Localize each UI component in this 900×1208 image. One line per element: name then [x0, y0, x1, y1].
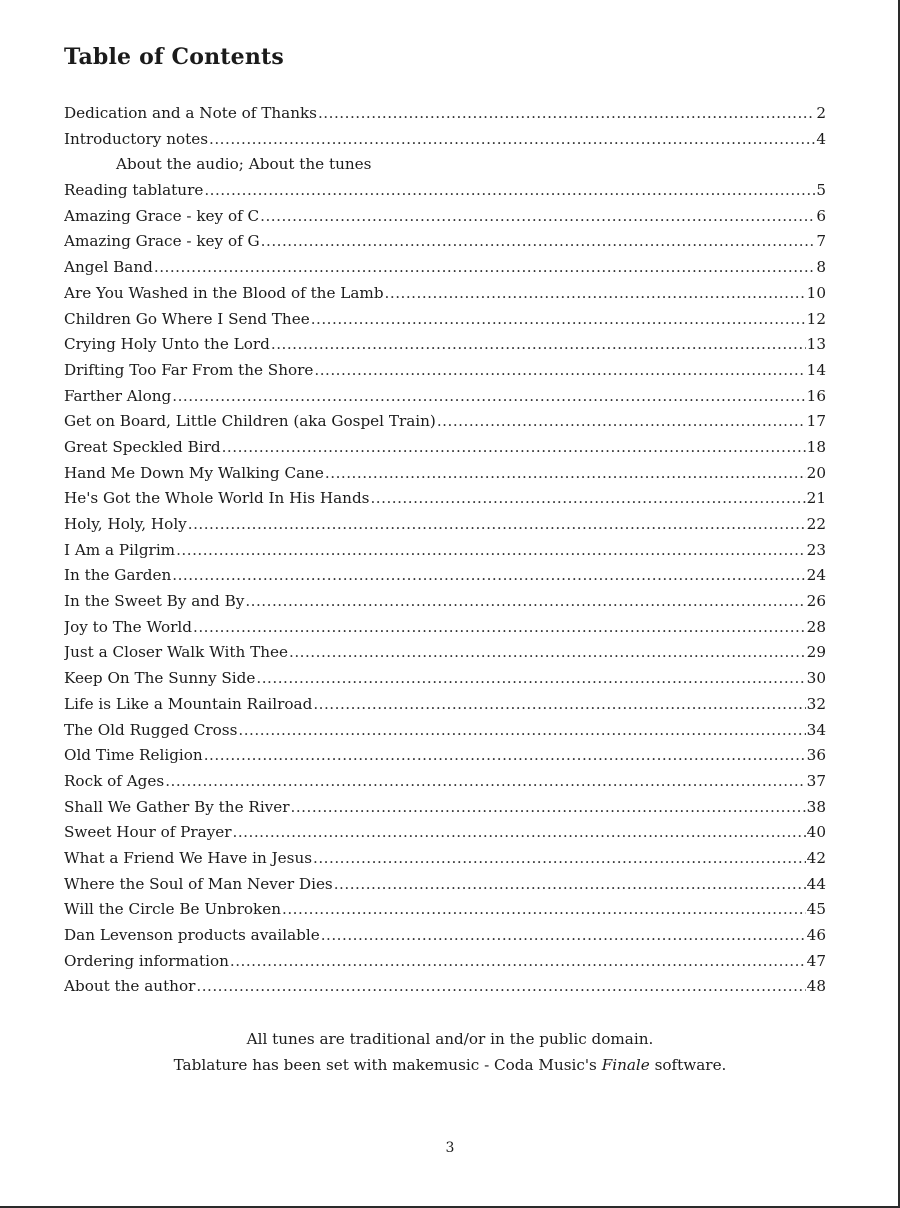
toc-entry: [64, 897, 826, 923]
toc-entry: [64, 820, 826, 846]
dot-leader: [291, 795, 806, 821]
toc-entry-title: In the Garden: [64, 566, 172, 585]
dot-leader: [261, 229, 816, 255]
software-note-end: software.: [649, 1056, 727, 1074]
toc-entry-page: 30: [806, 669, 826, 688]
toc-entry-title: Holy, Holy, Holy: [64, 515, 187, 533]
toc-entry-page: 48: [806, 977, 826, 996]
dot-leader: [222, 435, 806, 461]
toc-subentry: [64, 152, 826, 178]
dot-leader: [313, 692, 805, 718]
toc-entry-title: Introductory notes: [64, 129, 209, 148]
toc-entry: [64, 743, 826, 769]
toc-entry-title: Reading tablature: [64, 181, 204, 200]
toc-entry-page: 42: [806, 848, 826, 867]
dot-leader: [334, 872, 806, 898]
toc-entry: [64, 384, 826, 410]
toc-entry-title: He's Got the Whole World In His Hands: [64, 489, 370, 508]
dot-leader: [172, 384, 805, 410]
dot-leader: [209, 127, 815, 153]
toc-entry-title: Rock of Ages: [64, 771, 165, 790]
dot-leader: [256, 666, 805, 692]
toc-entry-page: 47: [806, 951, 826, 970]
dot-leader: [313, 846, 806, 872]
toc-entry-title: Will the Circle Be Unbroken: [64, 900, 282, 919]
toc-entry-page: 4: [816, 129, 826, 148]
toc-entry: [64, 229, 826, 255]
software-note-start: Tablature has been set with makemusic - Coda Music's: [173, 1056, 602, 1074]
toc-entry-page: 23: [806, 540, 826, 559]
toc-entry-title: Just a Closer Walk With Thee: [64, 643, 288, 662]
dot-leader: [238, 718, 805, 744]
toc-entry: [64, 538, 826, 564]
toc-entry: [64, 255, 826, 281]
dot-leader: [311, 307, 806, 333]
toc-entry-page: 18: [806, 437, 826, 456]
toc-entry-page: 10: [806, 283, 826, 302]
toc-entry-title: Farther Along: [64, 386, 172, 405]
toc-entry: [64, 666, 826, 692]
toc-entry: [64, 178, 826, 204]
dot-leader: [325, 461, 806, 487]
toc-entry-page: 40: [806, 823, 826, 842]
toc-entry-title: About the audio; About the tunes: [116, 155, 372, 174]
toc-entry-title: Ordering information: [64, 951, 229, 970]
toc-entry: [64, 435, 826, 461]
dot-leader: [172, 563, 805, 589]
toc-entry-title: Get on Board, Little Children (aka Gospel Train): [64, 412, 436, 431]
toc-entry-page: 7: [816, 232, 826, 251]
toc-entry-page: 46: [806, 926, 826, 944]
dot-leader: [370, 486, 805, 512]
toc-entry-title: What a Friend We Have in Jesus: [64, 848, 313, 867]
toc-entry: [64, 563, 826, 589]
dot-leader: [318, 101, 815, 127]
toc-entry: [64, 204, 826, 230]
toc-entry-page: 20: [806, 463, 826, 482]
dot-leader: [188, 512, 806, 538]
dot-leader: [437, 409, 806, 435]
toc-entry-page: 24: [806, 566, 826, 585]
toc-entry-page: 21: [806, 489, 826, 508]
dot-leader: [233, 820, 806, 846]
toc-entry-page: 36: [806, 746, 826, 765]
page-title: Table of Contents: [64, 44, 284, 70]
page-number: 3: [445, 1140, 455, 1156]
toc-entry-title: Crying Holy Unto the Lord: [64, 335, 270, 354]
toc-entry-title: Dan Levenson products available: [64, 926, 320, 944]
toc-entry-page: 2: [816, 104, 826, 122]
toc-entry: [64, 949, 826, 975]
toc-entry-title: Are You Washed in the Blood of the Lamb: [64, 283, 384, 302]
toc-entry-page: 37: [806, 771, 826, 790]
toc-entry-title: I Am a Pilgrim: [64, 540, 176, 559]
toc-entry-page: 8: [816, 258, 826, 277]
dot-leader: [271, 332, 806, 358]
toc-entry-page: 6: [816, 206, 826, 225]
toc-entry-page: 29: [806, 643, 826, 662]
toc-entry-page: 13: [806, 335, 826, 354]
toc-entry-title: Amazing Grace - key of C: [64, 206, 260, 225]
footnotes: [0, 1026, 900, 1078]
toc-entry: [64, 718, 826, 744]
toc-entry-title: Where the Soul of Man Never Dies: [64, 874, 333, 893]
toc-entry: [64, 486, 826, 512]
toc-entry-title: Life is Like a Mountain Railroad: [64, 694, 313, 713]
dot-leader: [204, 178, 815, 204]
dot-leader: [245, 589, 805, 615]
toc-entry-page: 14: [806, 360, 826, 379]
toc-entry-title: Angel Band: [64, 258, 153, 277]
dot-leader: [204, 743, 806, 769]
toc-entry: [64, 640, 826, 666]
toc-entry: [64, 461, 826, 487]
toc-entry: [64, 795, 826, 821]
toc-entry: [64, 974, 826, 1000]
toc-entry-page: 45: [806, 900, 826, 919]
toc-entry-title: Shall We Gather By the River: [64, 797, 290, 816]
dot-leader: [289, 640, 806, 666]
toc-entry: [64, 307, 826, 333]
toc-entry-title: Great Speckled Bird: [64, 437, 221, 456]
toc-entry: [64, 512, 826, 538]
table-of-contents: [64, 101, 826, 1000]
toc-entry-title: Joy to The World: [64, 617, 193, 636]
toc-entry: [64, 769, 826, 795]
dot-leader: [260, 204, 815, 230]
toc-entry: [64, 281, 826, 307]
dot-leader: [314, 358, 805, 384]
dot-leader: [165, 769, 805, 795]
toc-entry-title: About the author: [64, 977, 196, 996]
dot-leader: [282, 897, 806, 923]
toc-entry-title: Drifting Too Far From the Shore: [64, 360, 314, 379]
toc-entry: [64, 846, 826, 872]
toc-entry-page: 28: [806, 617, 826, 636]
toc-entry: [64, 332, 826, 358]
toc-entry: [64, 872, 826, 898]
dot-leader: [154, 255, 815, 281]
toc-entry-page: 16: [806, 386, 826, 405]
toc-entry-title: Sweet Hour of Prayer: [64, 823, 232, 842]
public-domain-note: All tunes are traditional and/or in the public domain.: [246, 1030, 654, 1048]
toc-entry-page: 5: [816, 181, 826, 200]
dot-leader: [193, 615, 806, 641]
toc-entry-page: 26: [806, 592, 826, 611]
toc-entry: [64, 101, 826, 127]
toc-entry: [64, 615, 826, 641]
software-name: Finale: [601, 1056, 650, 1074]
software-note: [0, 1052, 900, 1078]
toc-entry-page: 32: [806, 694, 826, 713]
toc-entry-title: Keep On The Sunny Side: [64, 669, 256, 688]
dot-leader: [321, 923, 806, 949]
toc-entry-title: Children Go Where I Send Thee: [64, 309, 310, 328]
toc-entry-page: 17: [806, 412, 826, 431]
toc-entry-title: Dedication and a Note of Thanks: [64, 104, 317, 122]
toc-entry-title: Old Time Religion: [64, 746, 203, 765]
toc-entry: [64, 589, 826, 615]
dot-leader: [176, 538, 806, 564]
dot-leader: [230, 949, 806, 975]
toc-entry: [64, 127, 826, 153]
toc-entry-page: 34: [806, 720, 826, 739]
toc-entry: [64, 358, 826, 384]
toc-entry-title: The Old Rugged Cross: [64, 720, 238, 739]
toc-entry: [64, 409, 826, 435]
toc-entry-page: 22: [806, 515, 826, 533]
toc-entry-title: In the Sweet By and By: [64, 592, 245, 611]
toc-entry-page: 44: [806, 874, 826, 893]
toc-entry-page: 12: [806, 309, 826, 328]
toc-entry: [64, 692, 826, 718]
dot-leader: [385, 281, 806, 307]
toc-entry-title: Hand Me Down My Walking Cane: [64, 463, 324, 482]
toc-entry: [64, 923, 826, 949]
dot-leader: [196, 974, 805, 1000]
toc-entry-title: Amazing Grace - key of G: [64, 232, 260, 251]
toc-entry-page: 38: [806, 797, 826, 816]
